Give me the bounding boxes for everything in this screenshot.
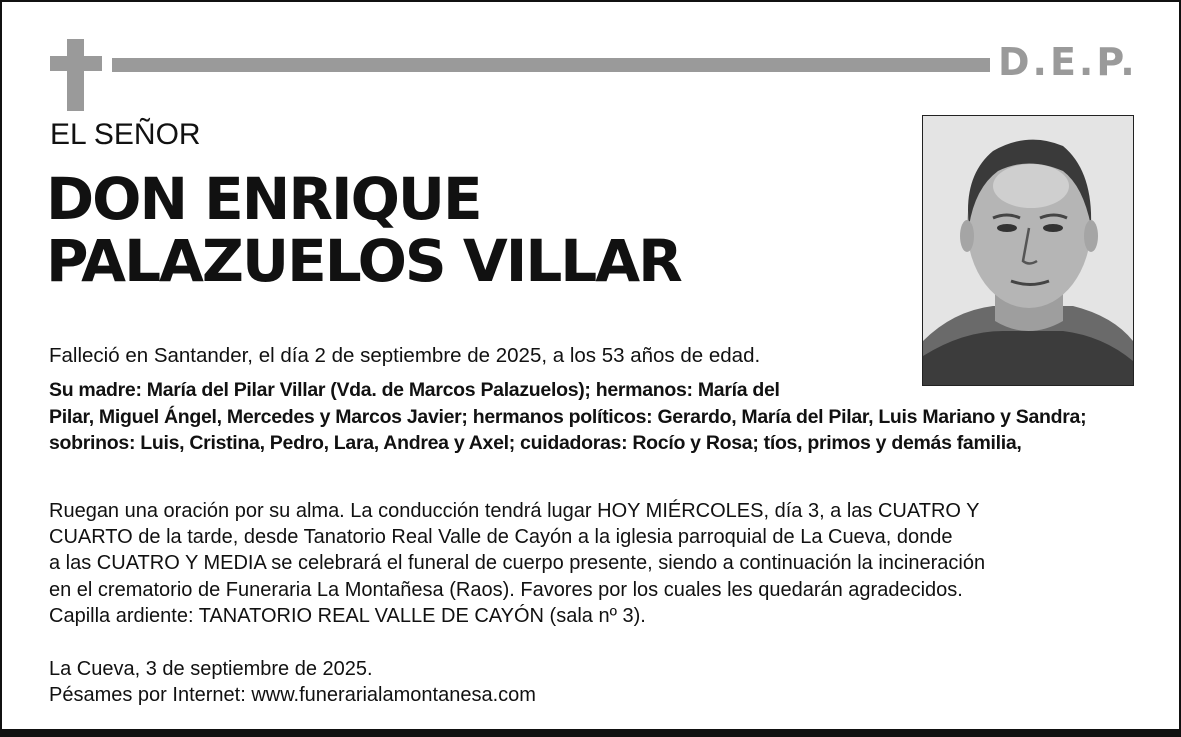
- family-first-line: Su madre: María del Pilar Villar (Vda. de Marcos Palazuelos); hermanos: María del: [49, 379, 780, 401]
- family-rest: Pilar, Miguel Ángel, Mercedes y Marcos Javier; hermanos políticos: Gerardo, María del Pilar, Luis Mariano y Sandra; sobrinos: Luis, Cristina, Pedro, Lara, Andrea y Axel; cuidadoras: Rocío y Rosa; tíos, primos y demás familia,: [49, 405, 1087, 454]
- condolences-web: Pésames por Internet: www.funerarialamontanesa.com: [49, 684, 536, 706]
- ceremony-line: CUARTO de la tarde, desde Tanatorio Real Valle de Cayón a la iglesia parroquial de La Cueva, donde: [49, 526, 953, 549]
- ceremony-line: Ruegan una oración por su alma. La conducción tendrá lugar HOY MIÉRCOLES, día 3, a las CUATRO Y: [49, 500, 980, 522]
- ceremony-details: [49, 498, 1119, 629]
- family-list: [49, 377, 1119, 457]
- place-date: La Cueva, 3 de septiembre de 2025.: [49, 658, 373, 680]
- deceased-name: [46, 165, 906, 295]
- honorific: EL SEÑOR: [50, 118, 201, 151]
- ceremony-line: Capilla ardiente: TANATORIO REAL VALLE DE CAYÓN (sala nº 3).: [49, 604, 646, 627]
- name-line-1: DON ENRIQUE: [46, 165, 481, 233]
- ceremony-line: a las CUATRO Y MEDIA se celebrará el funeral de cuerpo presente, siendo a continuación la incineración: [49, 552, 986, 575]
- death-statement: Falleció en Santander, el día 2 de septiembre de 2025, a los 53 años de edad.: [49, 344, 761, 367]
- cross-icon: [50, 39, 102, 111]
- dep-label: D.E.P.: [998, 40, 1138, 84]
- closing: [49, 656, 1119, 708]
- ceremony-line: en el crematorio de Funeraria La Montañesa (Raos). Favores por los cuales les quedarán agradecidos.: [49, 578, 963, 601]
- header-rule: [112, 58, 990, 72]
- name-line-2: PALAZUELOS VILLAR: [46, 227, 681, 295]
